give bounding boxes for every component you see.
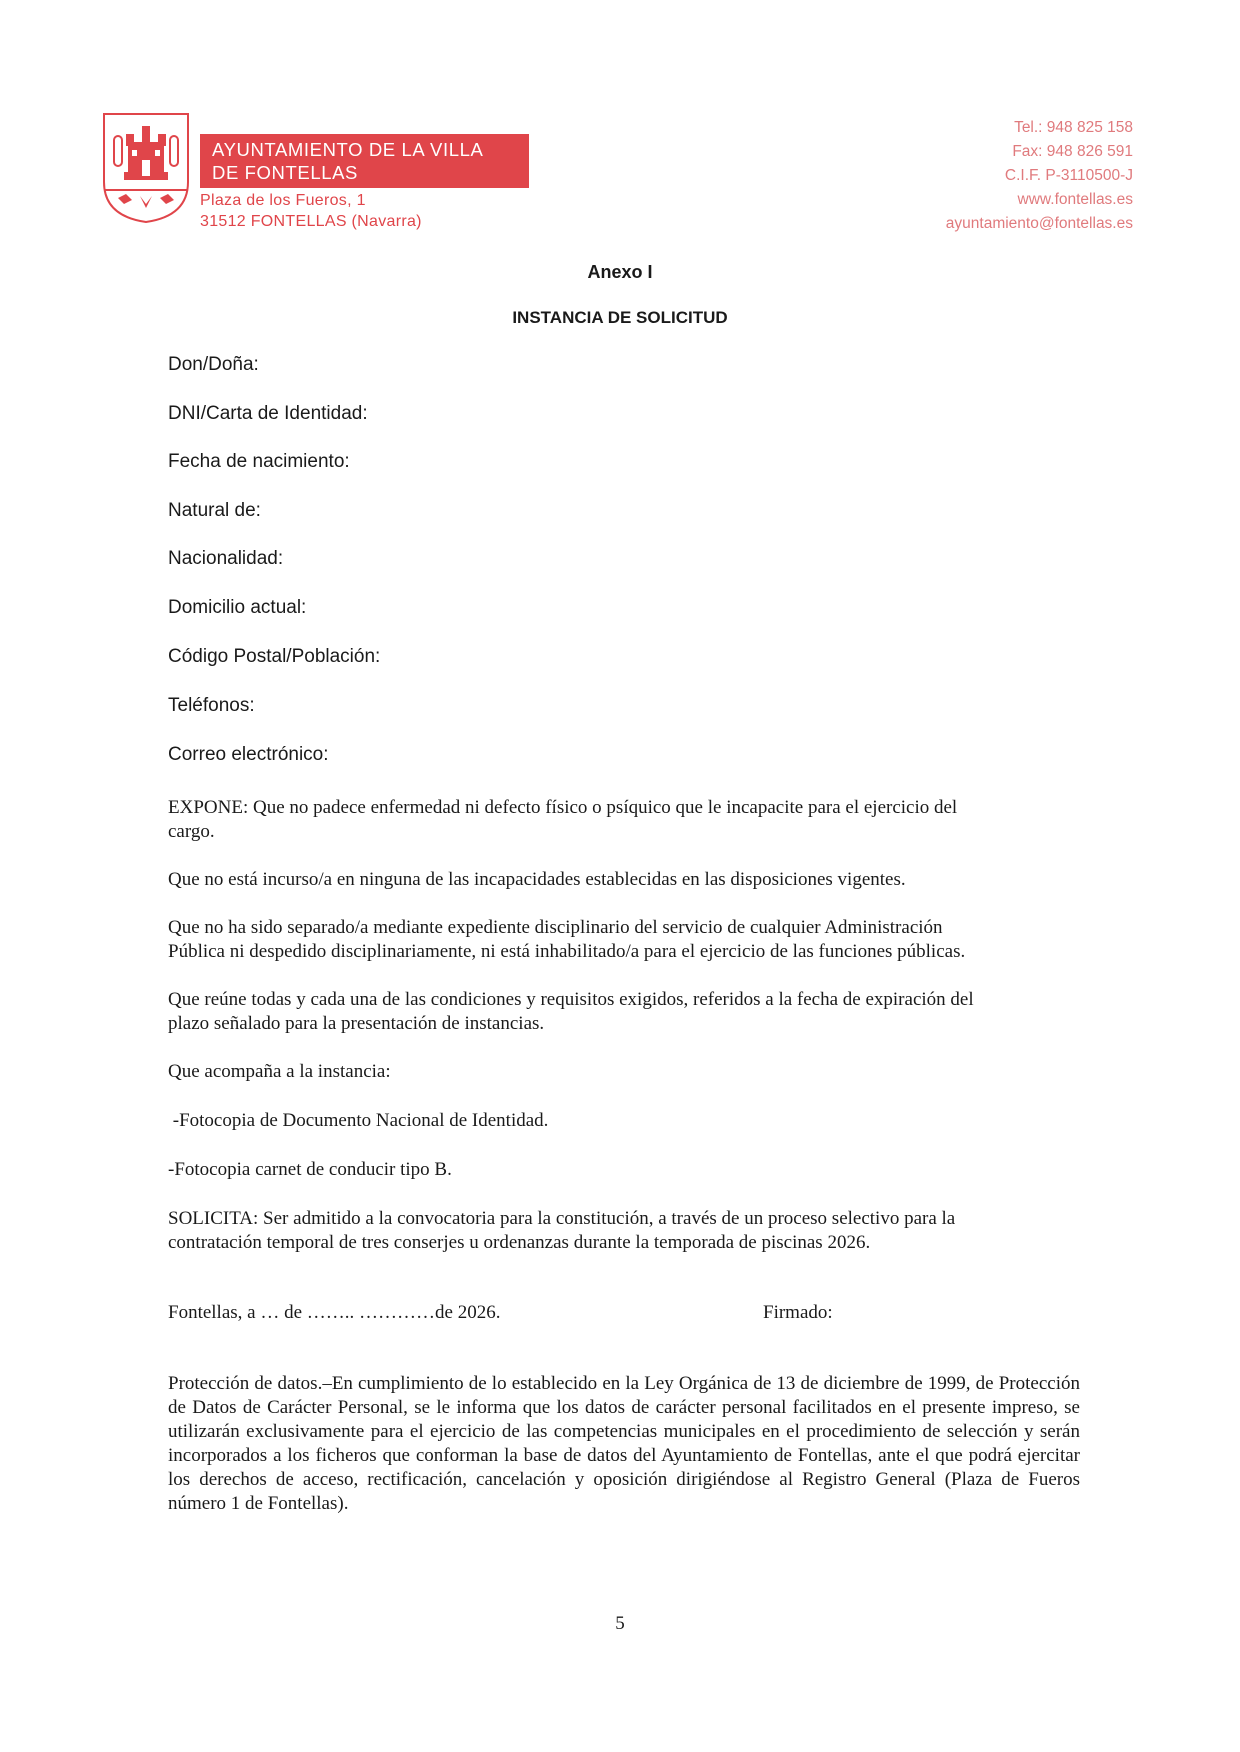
expone-line1: EXPONE: Que no padece enfermedad ni defecto físico o psíquico que le incapacite para el ejercicio del xyxy=(168,797,958,818)
field-label-birthplace: Natural de: xyxy=(168,500,261,521)
field-label-nationality: Nacionalidad: xyxy=(168,548,284,569)
field-label-name: Don/Doña: xyxy=(168,354,259,375)
signature-label: Firmado: xyxy=(763,1302,833,1323)
place-date: Fontellas, a … de …….. …………de 2026. xyxy=(168,1302,501,1323)
field-label-dni: DNI/Carta de Identidad: xyxy=(168,403,368,424)
form-title: INSTANCIA DE SOLICITUD xyxy=(512,308,728,327)
para-separado-line2: Pública ni despedido disciplinariamente, ni está inhabilitado/a para el ejercicio de las funciones públicas. xyxy=(168,941,966,962)
contact-block xyxy=(946,117,1133,237)
contact-tel: Tel.: 948 825 158 xyxy=(1014,119,1133,136)
address-line2: 31512 FONTELLAS (Navarra) xyxy=(200,213,422,230)
org-name-line1: AYUNTAMIENTO DE LA VILLA xyxy=(212,139,484,160)
field-label-address: Domicilio actual: xyxy=(168,597,307,618)
contact-web: www.fontellas.es xyxy=(1017,191,1133,208)
solicita-line2: contratación temporal de tres conserjes u ordenanzas durante la temporada de piscinas 2026. xyxy=(168,1232,871,1253)
contact-fax: Fax: 948 826 591 xyxy=(1012,143,1133,160)
contact-email: ayuntamiento@fontellas.es xyxy=(945,215,1133,232)
address-line1: Plaza de los Fueros, 1 xyxy=(200,192,366,209)
page-number: 5 xyxy=(615,1613,625,1634)
para-requisitos-line1: Que reúne todas y cada una de las condiciones y requisitos exigidos, referidos a la fecha de expiración del xyxy=(168,989,974,1010)
doc-dni: -Fotocopia de Documento Nacional de Identidad. xyxy=(168,1110,549,1131)
para-separado-line1: Que no ha sido separado/a mediante expediente disciplinario del servicio de cualquier Administración xyxy=(168,917,943,938)
field-label-postal-code: Código Postal/Población: xyxy=(168,646,381,667)
expone-line2: cargo. xyxy=(168,821,215,842)
field-label-phones: Teléfonos: xyxy=(168,695,255,716)
field-label-birthdate: Fecha de nacimiento: xyxy=(168,451,350,472)
para-incurso: Que no está incurso/a en ninguna de las incapacidades establecidas en las disposiciones vigentes. xyxy=(168,869,906,890)
organization-banner xyxy=(200,134,529,188)
org-name-line2: DE FONTELLAS xyxy=(212,162,358,183)
castle-crest-icon xyxy=(102,112,190,224)
annex-title: Anexo I xyxy=(587,262,653,282)
para-requisitos-line2: plazo señalado para la presentación de instancias. xyxy=(168,1013,545,1034)
field-label-email: Correo electrónico: xyxy=(168,744,329,765)
body-text xyxy=(168,796,1080,1255)
organization-address xyxy=(200,190,422,232)
doc-carnet: -Fotocopia carnet de conducir tipo B. xyxy=(168,1159,452,1180)
contact-cif: C.I.F. P-3110500-J xyxy=(1004,167,1133,184)
para-acompana: Que acompaña a la instancia: xyxy=(168,1061,391,1082)
data-protection-notice: Protección de datos.–En cumplimiento de lo establecido en la Ley Orgánica de 13 de diciembre de 1999, de Protección de Datos de Carácter Personal, se le informa que los datos de carácter personal facilitados en el presente impreso, se utilizarán exclusivamente para el ejercicio de las competencias municipales en el procedimiento de selección y serán incorporados a los ficheros que conforman la base de datos del Ayuntamiento de Fontellas, ante el que podrá ejercitar los derechos de acceso, rectificación, cancelación y oposición dirigiéndose al Registro General (Plaza de Fueros número 1 de Fontellas). xyxy=(168,1373,1080,1514)
solicita-line1: SOLICITA: Ser admitido a la convocatoria para la constitución, a través de un proceso selectivo para la xyxy=(168,1208,956,1229)
